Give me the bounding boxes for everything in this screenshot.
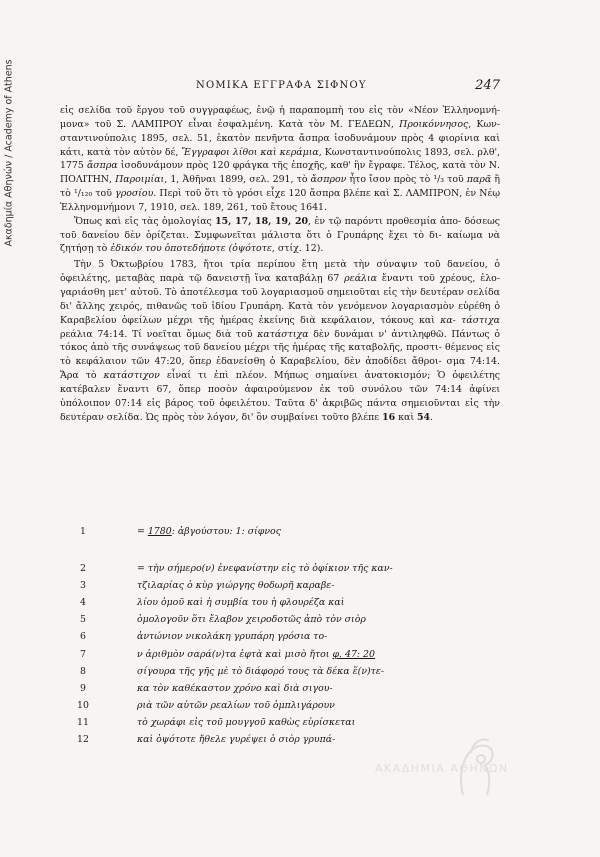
text-run: ἦτο ἴσον πρὸς τὸ (346, 174, 431, 186)
text-run: κάτι, κατὰ τὸν αὐτὸν δέ, (60, 146, 182, 158)
line-text: καὶ ὀψότοτε ἤθελε γυρέψει ὁ σιὸρ γρυπά- (137, 734, 336, 746)
italic-run: ἄσπρον (310, 174, 347, 186)
line-number: 6 (80, 631, 86, 643)
text-run: ¹/₃ τοῦ (433, 174, 467, 186)
line-text: ὁμολογοῦν ὅτι ἔλαβον χειροδοτῶς ἀπὸ τὸν σιὸρ (137, 614, 366, 626)
italic-run: ἐδικόν του ὁποτεδήποτε (ὀψότοτε (110, 243, 272, 255)
text-run: εἰς τὴν δευτέραν σελίδα. Ὡς πρὸς τὸν λόγον, δι' ὃν συμβαίνει τοῦτο βλέπε (60, 397, 500, 423)
transcript-line (60, 614, 500, 631)
transcript-line (60, 580, 500, 597)
transcript-line (60, 597, 500, 614)
line-number: 10 (77, 699, 89, 711)
transcript-line (60, 563, 500, 580)
italic-run: κατάστιχα (257, 328, 309, 340)
line-text: κα τὸν καθέκαστον χρόνο καὶ διὰ σιγου- (137, 682, 333, 694)
line-number: 9 (80, 682, 86, 694)
line-text: λίου ὁμοῦ καὶ ἡ συμβία του ἡ φλουρέζα καὶ (137, 597, 345, 609)
text-run: σταντινούπολις 1895, σελ. 51, ἑκατὸν πενῆντα ἄσπρα ἰσοδυνάμουν πρὸς 4 φιορίνια καὶ (60, 132, 500, 144)
seal-text: ΑΚΑΔΗΜΙΑ ΑΘΗΝΩΝ (375, 762, 509, 775)
bold-run: 16 (382, 411, 396, 423)
line-number: 4 (80, 597, 86, 609)
italic-run: κα- (440, 314, 456, 326)
text-run: δόσεως τοῦ δανείου δὲν ὁρίζεται. Συμφωνεῖται μάλιστα ὅτι ὁ Γρυπάρης ἔχει τὸ δι- (60, 215, 500, 241)
transcript-lines (60, 526, 500, 751)
line-number: 1 (80, 526, 86, 537)
text-run: τὸν Ν. ΠΟΛΙΤΗΝ, (60, 160, 500, 186)
text-run: . Περὶ τοῦ ὅτι τὸ γρόσι εἶχε 120 ἄσπρα βλέπε καὶ (153, 188, 390, 200)
text-run: εὑρέθη ὁ Καραβελίου ὀφείλων μέχρι τῆς ἡμέρας ἐκείνης διὰ κεφάλαιον, τόκους καὶ (60, 300, 500, 326)
line-number: 5 (80, 614, 86, 626)
text-run: = (137, 526, 148, 537)
paragraph-2 (60, 215, 500, 257)
paragraph-3 (60, 258, 500, 424)
line-number: 7 (80, 648, 86, 660)
transcript-line (60, 700, 500, 717)
text-run: εἰς σελίδα τοῦ ἔργου τοῦ συγγραφέως, ἐνῷ ἡ παραπομπὴ του εἰς τὸν «Νέον Ἑλληνομνή- (60, 105, 500, 116)
text-run: ν ἀριθμὸν σαρά(ν)τα ἑφτὰ καὶ μισὸ ἤτοι (137, 648, 333, 660)
transcript-line (60, 717, 500, 734)
text-run: ἰσοδυνάμουν πρὸς 120 φράγκα τῆς ἐποχῆς, καθ' ἣν ἔγραφε. Τέλος, κατὰ (117, 160, 467, 172)
text-run: ἢ τὸ ¹/₁₂₀ τοῦ (60, 174, 500, 200)
line-text: σίγουρα τῆς γῆς μὲ τὸ διάφορό τους τὰ δέκα ἕ(ν)τε- (137, 665, 385, 677)
line-text: τζιλαρίας ὁ κὺρ γιώργης θοδωρῆ καραβε- (137, 580, 335, 592)
academy-seal-watermark (375, 735, 575, 805)
text-run: , ἐν τῷ παρόντι προθεσμία ἀπο- (308, 215, 462, 227)
italic-run: ἄσπρα (86, 160, 118, 172)
text-run: ρλθ', 1775 (60, 146, 501, 172)
bold-run: 15, 17, 18, 19, 20 (215, 215, 308, 227)
text-run: Τὴν 5 Ὀκτωβρίου 1783, ἤτοι τρία περίπου ἔτη μετὰ τὴν σύναψιν τοῦ δανείου, ὁ (74, 259, 500, 271)
text-run: καίωμα νὰ ζητήσῃ τὸ (60, 229, 501, 255)
text-run: , στίχ. 12). (271, 243, 324, 255)
page-header (60, 80, 500, 96)
text-run: δὲν δυνάμαι ν' ἀντιληφθῶ. (308, 328, 447, 340)
italic-run: Παροιμίαι (115, 174, 165, 186)
line-text: ἀντώνιον νικολάκη γρυπάρη γρόσια το- (137, 631, 328, 643)
text-run: ρεάλια 74:14. Τί νοεῖται ὅμως διὰ τοῦ (60, 328, 258, 340)
text-run: σελίδα δι' ἄλλης χειρός, πιθανῶς τοῦ ἰδίου Γρυπάρη. Κατὰ τὸν γενόμενον λογαριασμὸν (60, 286, 500, 312)
text-run: ἀφίνει ὑπόλοιπον 07:14 εἰς βάρος τοῦ ὀφειλέτου. Ταῦτα δ' ἀκριβῶς πάντα σημειοῦνται (60, 383, 500, 409)
line-text: = τὴν σήμερο(ν) ἐνεφανίστην εἰς τὸ ὀφίκιον τῆς καν- (137, 563, 393, 575)
transcript-line (60, 631, 500, 648)
underlined-run: φ. 47: 20 (332, 648, 375, 660)
page-number: 247 (475, 78, 500, 93)
italic-run: τάστιχα (461, 314, 500, 326)
line-number: 8 (80, 665, 86, 677)
italic-run: ρεάλια (344, 273, 377, 285)
text-run: καὶ (395, 411, 417, 423)
running-title: ΝΟΜΙΚΑ ΕΓΓΡΑΦΑ ΣΙΦΝΟΥ (196, 80, 367, 91)
line-text (137, 526, 281, 537)
text-run: Πάντως ὁ τόκος ἀπὸ τῆς συνάψεως τοῦ δανείου μέχρι τῆς ἡμέρας τῆς καταβολῆς, προστι- (60, 328, 500, 354)
text-run: μονα» τοῦ Σ. ΛΑΜΠΡΟΥ εἶναι ἐσφαλμένη. Κατὰ τὸν Μ. ΓΕΔΕΩΝ, (60, 118, 400, 130)
text-run: , Κωνσταντινούπολις 1893, σελ. (318, 146, 475, 158)
text-run: Ὅπως καὶ εἰς τὰς ὁμολογίας (74, 215, 216, 227)
italic-run: γροσίου (115, 188, 154, 200)
text-run: , Κων- (468, 118, 500, 130)
line-text: ριὰ τῶν αὐτῶν ρεαλίων τοῦ ὀμπλιγάρουν (137, 699, 335, 711)
line-number: 12 (77, 734, 89, 746)
line-number: 11 (77, 716, 89, 728)
text-run: εἶναί τι ἐπὶ πλέον. Μήπως σημαίνει ἀνατοκισμόν; Ὁ (159, 370, 446, 382)
italic-run: παρᾶ (466, 174, 492, 186)
bold-run: 54 (416, 411, 431, 423)
text-run: θέμενος εἰς τὸ κεφάλαιον τῶν 47:20, ὅπερ ἐδανείσθη ὁ Καραβελίου, δὲν ἀποδίδει ἄθροι- (60, 342, 500, 368)
text-run: σμα 74:14. Ἄρα τὸ (60, 356, 500, 382)
text-run: , 1, Ἀθῆναι 1899, σελ. 291, τὸ (164, 174, 311, 186)
transcript-line (60, 526, 500, 543)
line-text (137, 649, 375, 660)
italic-run: κατάστιχον (103, 370, 160, 382)
line-text: τὸ χωράφι εἰς τοῦ μουγγοῦ καθὼς εὑρίσκεται (137, 716, 356, 728)
text-run: γαριάσθη μετ' αὐτοῦ. Τὸ ἀποτέλεσμα τοῦ λογαριασμοῦ σημειοῦται εἰς τὴν δευτέραν (60, 286, 464, 298)
text-run: ἔναντι τοῦ χρέους, ἐλο- (376, 273, 500, 285)
italic-run: Προικόννησος (399, 118, 469, 130)
text-run: . (430, 411, 434, 423)
line-number: 2 (80, 563, 86, 575)
paragraph-1 (60, 104, 500, 215)
italic-run: Ἔγγραφοι λίθοι καὶ κεράμια (181, 146, 319, 158)
text-run: Σ. ΛΑΜΠΡΟΝ, ἐν Νέῳ Ἑλληνομνήμονι 7, 1910, σελ. 189, 261, τοῦ ἔτους 1641. (60, 188, 501, 213)
commentary-text (60, 104, 500, 424)
transcript-line (60, 649, 500, 666)
transcript-line (60, 683, 500, 700)
underlined-run: 1780 (147, 526, 172, 537)
text-run: ὀφειλέτης, μεταβὰς παρὰ τῷ δανειστῇ ἵνα καταβάλῃ 67 (60, 273, 345, 285)
side-watermark (2, 30, 16, 275)
transcript-line (60, 666, 500, 683)
watermark-side-text: Ακαδημία Αθηνών / Academy of Athens (3, 58, 15, 247)
text-run: : ἀβγούστου: 1: σίφνος (171, 526, 281, 537)
line-number: 3 (80, 580, 86, 592)
text-run: ὀφειλέτης κατέβαλεν ἔναντι 67, ὅπερ ποσὸν ἀφαιρούμενον ἐκ τοῦ συνόλου τῶν 74:14 (60, 370, 501, 395)
